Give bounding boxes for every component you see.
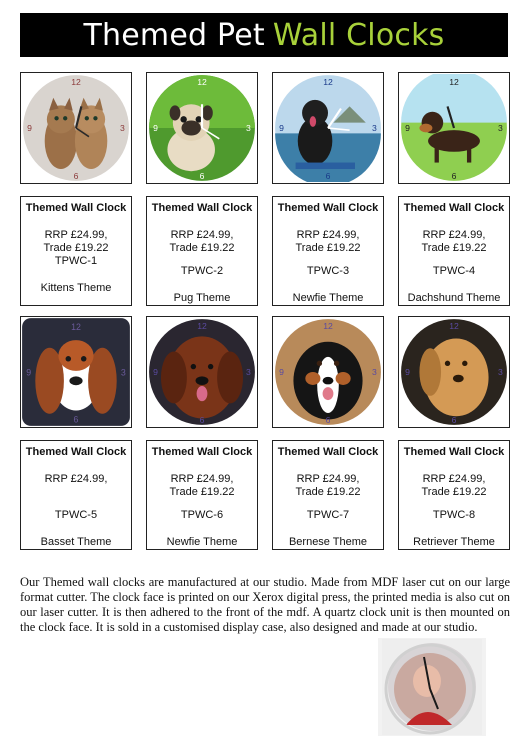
baby-photo-clock-icon — [382, 639, 482, 735]
product-info-row-1 — [20, 196, 510, 306]
svg-text:12: 12 — [323, 320, 333, 331]
product-rrp: RRP £24.99, — [44, 473, 108, 485]
svg-text:9: 9 — [153, 367, 158, 378]
svg-text:6: 6 — [325, 414, 331, 425]
product-title: Themed Wall Clock — [25, 446, 127, 458]
image-row-2 — [20, 316, 510, 428]
svg-text:6: 6 — [451, 414, 457, 425]
product-title: Themed Wall Clock — [403, 446, 505, 458]
product-code: TPWC-6 — [180, 509, 224, 521]
svg-text:12: 12 — [323, 76, 333, 87]
product-image-4[interactable] — [398, 72, 510, 184]
newfie-clock-icon — [148, 318, 256, 426]
product-image-5[interactable] — [20, 316, 132, 428]
svg-text:3: 3 — [246, 123, 251, 134]
kittens-clock-icon — [22, 74, 130, 182]
product-info-row-2 — [20, 440, 510, 550]
svg-text:3: 3 — [120, 367, 126, 378]
banner-title-main: Themed Pet — [83, 17, 265, 53]
bernese-clock-icon — [274, 318, 382, 426]
title-banner — [20, 13, 508, 57]
product-image-6[interactable] — [146, 316, 258, 428]
product-trade-price: Trade £19.22 — [295, 242, 361, 254]
product-trade-price: Trade £19.22 — [421, 486, 487, 498]
product-rrp: RRP £24.99, — [170, 229, 234, 241]
product-title: Themed Wall Clock — [151, 202, 253, 214]
product-trade-price: Trade £19.22 — [421, 242, 487, 254]
svg-text:6: 6 — [73, 414, 79, 425]
product-card-6 — [146, 440, 258, 550]
svg-text:3: 3 — [498, 123, 503, 134]
product-theme: Newfie Theme — [292, 292, 364, 304]
product-rrp: RRP £24.99, — [296, 229, 360, 241]
svg-text:12: 12 — [71, 76, 81, 87]
svg-text:12: 12 — [197, 76, 207, 87]
product-theme: Bernese Theme — [288, 536, 368, 548]
svg-text:3: 3 — [498, 367, 503, 378]
product-image-7[interactable] — [272, 316, 384, 428]
product-rrp: RRP £24.99, — [170, 473, 234, 485]
svg-text:9: 9 — [26, 367, 32, 378]
product-theme: Newfie Theme — [166, 536, 238, 548]
product-rrp: RRP £24.99, — [422, 473, 486, 485]
product-rrp: RRP £24.99, — [296, 473, 360, 485]
example-clock-photo — [378, 638, 486, 736]
product-code: TPWC-4 — [432, 265, 476, 277]
product-image-1[interactable] — [20, 72, 132, 184]
product-theme: Kittens Theme — [40, 282, 112, 294]
product-card-2 — [146, 196, 258, 306]
svg-text:6: 6 — [325, 170, 331, 181]
product-code: TPWC-7 — [306, 509, 350, 521]
pug-clock-icon — [148, 74, 256, 182]
product-title: Themed Wall Clock — [277, 202, 379, 214]
product-image-2[interactable] — [146, 72, 258, 184]
product-image-3[interactable] — [272, 72, 384, 184]
svg-text:3: 3 — [120, 123, 125, 134]
svg-text:9: 9 — [27, 123, 32, 134]
product-description: Our Themed wall clocks are manufactured at our studio. Made from MDF laser cut on our large format cutter. The clock face is printed on our Xerox digital press, the printed media is also cut on our laser cutter. It is then adhered to the front of the mdf. A quartz clock unit is then mounted on the clock face. It is sold in a customised display case, also designed and made at our studio. — [20, 574, 510, 634]
product-card-7 — [272, 440, 384, 550]
product-theme: Retriever Theme — [413, 536, 495, 548]
svg-text:9: 9 — [405, 367, 410, 378]
product-code: TPWC-8 — [432, 509, 476, 521]
svg-text:3: 3 — [372, 123, 377, 134]
svg-text:6: 6 — [199, 414, 205, 425]
product-title: Themed Wall Clock — [25, 202, 127, 214]
svg-text:12: 12 — [449, 76, 459, 87]
product-trade-price: Trade £19.22 — [169, 242, 235, 254]
svg-text:6: 6 — [73, 170, 79, 181]
svg-text:9: 9 — [279, 367, 284, 378]
product-rrp: RRP £24.99, — [44, 229, 108, 241]
basset-clock-icon — [21, 317, 131, 427]
product-trade-price: Trade £19.22 — [169, 486, 235, 498]
image-row-1 — [20, 72, 510, 184]
product-code: TPWC-1 — [54, 255, 98, 267]
product-image-8[interactable] — [398, 316, 510, 428]
svg-text:12: 12 — [71, 322, 81, 333]
product-theme: Basset Theme — [40, 536, 112, 548]
product-rrp: RRP £24.99, — [422, 229, 486, 241]
product-theme: Pug Theme — [173, 292, 231, 304]
svg-text:9: 9 — [405, 123, 410, 134]
newfie-boat-clock-icon — [274, 74, 382, 182]
product-theme: Dachshund Theme — [407, 292, 501, 304]
svg-text:6: 6 — [451, 170, 457, 181]
product-trade-price: Trade £19.22 — [295, 486, 361, 498]
product-card-4 — [398, 196, 510, 306]
product-code: TPWC-5 — [54, 509, 98, 521]
product-title: Themed Wall Clock — [403, 202, 505, 214]
product-card-1 — [20, 196, 132, 306]
product-card-3 — [272, 196, 384, 306]
svg-text:3: 3 — [372, 367, 377, 378]
retriever-clock-icon — [400, 318, 508, 426]
product-code: TPWC-2 — [180, 265, 224, 277]
product-card-5 — [20, 440, 132, 550]
dachshund-clock-icon — [400, 74, 508, 182]
banner-title-accent: Wall Clocks — [272, 17, 445, 53]
product-title: Themed Wall Clock — [151, 446, 253, 458]
product-card-8 — [398, 440, 510, 550]
svg-text:12: 12 — [449, 320, 459, 331]
product-title: Themed Wall Clock — [277, 446, 379, 458]
svg-text:6: 6 — [199, 170, 205, 181]
product-code: TPWC-3 — [306, 265, 350, 277]
product-trade-price: Trade £19.22 — [43, 242, 109, 254]
svg-text:9: 9 — [153, 123, 158, 134]
svg-text:12: 12 — [197, 320, 207, 331]
svg-text:9: 9 — [279, 123, 284, 134]
svg-text:3: 3 — [246, 367, 251, 378]
